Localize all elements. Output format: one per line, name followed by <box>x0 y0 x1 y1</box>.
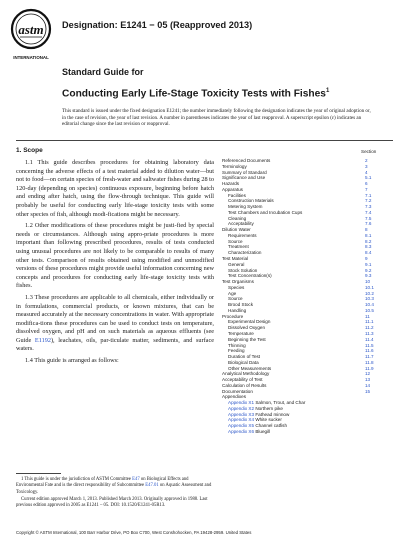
paragraph-1-3-text: 1.3 These procedures are applicable to all chemicals, either individually or in formulations, commercial products, or known mixtures, that can be measured accurately at the necessary concentrations in water. With appropriate modifica-tions these procedures can be used to conduct tests on temperature, dissolved oxygen, and pH and on such materials as aqueous effluents (see Guide <box>16 293 214 344</box>
toc-section-link[interactable]: 7.3 <box>365 204 372 210</box>
toc-entry-title: Temperature <box>228 330 254 336</box>
toc-section-link[interactable]: 9.1 <box>365 261 372 267</box>
toc-section-link[interactable]: 11 <box>365 313 370 319</box>
astm-logo <box>8 7 54 69</box>
designation: Designation: E1241 − 05 (Reapproved 2013) <box>62 20 253 30</box>
toc-appendix-link[interactable]: Appendix X1 <box>228 400 255 406</box>
toc-entry-title: Source <box>228 296 243 302</box>
toc-entry-title: Test Chambers and Incubation Cups <box>228 209 303 215</box>
toc-appendix-title: White sucker <box>255 417 282 423</box>
toc-section-link[interactable]: 10.2 <box>365 290 374 296</box>
footnote-text-b: on Biological Effects and Environmental Fate and is the direct responsibility of Subcommittee <box>16 477 189 489</box>
toc-entry-title: Treatment <box>228 244 249 250</box>
toc-entry-title: Terminology <box>222 163 247 169</box>
toc-section-link[interactable]: 11.4 <box>365 336 374 342</box>
toc-appendix-title: Fathead minnow <box>255 411 290 417</box>
toc-entry-title: Referenced Documents <box>222 158 271 163</box>
toc-entry-title: Test Organisms <box>222 279 254 285</box>
toc-entry-title: Significance and Use <box>222 175 266 181</box>
footnote-text-a: 1 This guide is under the jurisdiction of ASTM Committee <box>21 477 133 482</box>
toc-section-link[interactable]: 9.3 <box>365 273 372 279</box>
header-rule <box>16 140 393 141</box>
toc-section-link[interactable]: 2 <box>365 158 368 163</box>
toc-section-link[interactable]: 12 <box>365 371 371 377</box>
toc-entry-title: Summary of Standard <box>222 169 267 175</box>
toc-entry-title: Documentation <box>222 388 253 394</box>
toc-section-link[interactable]: 3 <box>365 163 368 169</box>
toc-entry-title: Facilities <box>228 192 246 198</box>
toc-entry-title: Apparatus <box>222 186 243 192</box>
toc-section-link[interactable]: 11.9 <box>365 365 374 371</box>
toc-entry-title: Dilution Water <box>222 227 251 233</box>
guide-e1192-link[interactable]: E1192 <box>34 336 51 344</box>
scope-heading: 1. Scope <box>16 147 43 154</box>
toc-entry-title: Calculation of Results <box>222 382 267 388</box>
footnote <box>16 477 212 510</box>
toc-entry-title: Source <box>228 238 243 244</box>
toc-section-link[interactable]: 11.8 <box>365 359 374 365</box>
toc-entry-title: Acceptability of Test <box>222 377 263 383</box>
toc-section-link[interactable]: 4 <box>365 169 368 175</box>
svg-text:astm: astm <box>18 22 44 37</box>
toc-entry-title: Thinning <box>228 342 246 348</box>
toc-entry-title: Cleaning <box>228 215 247 221</box>
toc-section-link[interactable]: 7.2 <box>365 198 372 204</box>
toc-entry-title: Feeding <box>228 348 245 354</box>
toc-entry-title <box>228 429 270 435</box>
toc-appendix-link[interactable]: Appendix X2 <box>228 405 255 411</box>
toc-section-link[interactable]: 8 <box>365 227 368 233</box>
toc-section-link[interactable]: 8.3 <box>365 244 372 250</box>
footnote-edition: Current edition approved March 1, 2013. Published March 2013. Originally approved in 1988. Last previous edition approved in 2005 as E1241 – 05. DOI: 10.1520/E1241-05R13. <box>16 496 208 509</box>
table-of-contents <box>222 158 402 435</box>
toc-section-link[interactable]: 10.3 <box>365 296 374 302</box>
toc-appendix-title: Bluegill <box>255 428 271 434</box>
title-text: Conducting Early Life-Stage Toxicity Tests with Fishes <box>62 88 326 100</box>
document-type: Standard Guide for <box>62 67 144 77</box>
toc-section-link[interactable]: 10 <box>365 279 371 285</box>
toc-appendix-title: Salmon, Trout, and Char <box>255 400 306 406</box>
toc-section-link[interactable]: 10.4 <box>365 302 374 308</box>
copyright-footer: Copyright © ASTM International, 100 Barr Harbor Drive, PO Box C700, West Conshohocken, PA 19428-2959. United States <box>16 530 252 535</box>
toc-appendix-title: Channel catfish <box>255 423 288 429</box>
toc-section-heading: Section <box>361 149 377 154</box>
toc-section-link[interactable]: 8.4 <box>365 250 372 256</box>
toc-entry-title: Biological Data <box>228 359 259 365</box>
paragraph-1-2: 1.2 Other modifications of these procedures might be justi-fied by special needs or circumstances. Although using appro-priate procedures is more important than following prescribed procedures, results of tests conducted using unusual procedures are not likely to be comparable to results of many other tests. Comparison of results obtained using modified and unmodified versions of these procedures might provide useful information concerning new concepts and procedures for conducting early life-stage toxicity tests with fishes. <box>16 222 214 290</box>
toc-entry-title: Metering System <box>228 204 263 210</box>
toc-section-link[interactable]: 11.3 <box>365 330 374 336</box>
svg-text:INTERNATIONAL: INTERNATIONAL <box>13 55 49 60</box>
toc-section-link[interactable]: 13 <box>365 377 371 383</box>
toc-section-link[interactable]: 9 <box>365 256 368 262</box>
toc-section-link[interactable]: 8.1 <box>365 232 372 238</box>
toc-entry-title: Requirements <box>228 232 257 238</box>
toc-section-link[interactable]: 7 <box>365 186 368 192</box>
footnote-text-c: on Aquatic Assessment and Toxicology. <box>16 483 212 495</box>
toc-section-link[interactable]: 7.6 <box>365 221 372 227</box>
toc-entry-title: Age <box>228 290 237 296</box>
toc-entry-title: Test Concentration(s) <box>228 273 272 279</box>
toc-entry-title: Procedure <box>222 313 244 319</box>
toc-appendix-link[interactable]: Appendix X3 <box>228 411 255 417</box>
toc-section-link[interactable]: 8.2 <box>365 238 372 244</box>
toc-section-link[interactable]: 11.7 <box>365 354 374 360</box>
toc-entry-title: Hazards <box>222 181 240 187</box>
paragraph-1-1: 1.1 This guide describes procedures for obtaining laboratory data concerning the adverse effects of a test material added to dilution water—but not to food—on certain species of fresh-water and saltwater fishes during 28 to 120-day (depending on species) continuous exposure, beginning before hatch and ending after hatch, using the flow-through technique. This guide will probably be useful for conducting early life-stage toxicity tests with some other species of fish, although modi-fications might be necessary. <box>16 159 214 218</box>
toc-entry-title: Experimental Design <box>228 319 271 325</box>
toc-entry-title: Test Material <box>222 256 249 262</box>
toc-section-link[interactable]: 11.6 <box>365 348 374 354</box>
toc-appendix-link[interactable]: Appendix X4 <box>228 417 255 423</box>
document-title <box>62 88 329 99</box>
toc-section-link[interactable]: 11.2 <box>365 325 374 331</box>
issue-note: This standard is issued under the fixed designation E1241; the number immediately following the designation indicates the year of original adoption or, in the case of revision, the year of last revision. A number in parentheses indicates the year of last reapproval. A superscript epsilon (ε) indicates an editorial change since the last revision or reapproval. <box>62 108 371 127</box>
footnote-jurisdiction <box>16 477 212 496</box>
toc-entry-title: Dissolved Oxygen <box>228 325 266 331</box>
toc-entry-title: Brood Stock <box>228 302 254 308</box>
toc-entry-title: Characterization <box>228 250 262 256</box>
toc-section-link[interactable]: 7.4 <box>365 209 372 215</box>
scope-body <box>16 159 214 369</box>
toc-entry-title: Beginning the Test <box>228 336 266 342</box>
toc-section-link[interactable]: 5.1 <box>365 175 372 181</box>
paragraph-1-4: 1.4 This guide is arranged as follows: <box>25 357 119 365</box>
toc-section-link[interactable]: 7.1 <box>365 192 372 198</box>
toc-section-link[interactable]: 6 <box>365 181 368 187</box>
toc-entry-title: Species <box>228 284 245 290</box>
toc-entry-title: Analytical Methodology <box>222 371 270 377</box>
toc-entry-title: Duration of Test <box>228 354 261 360</box>
toc-section-link[interactable]: 7.5 <box>365 215 372 221</box>
toc-section-link[interactable]: 11.1 <box>365 319 374 325</box>
toc-entry-title: Construction Materials <box>228 198 274 204</box>
toc-entry-title: Acceptability <box>228 221 254 227</box>
title-footnote-ref[interactable]: 1 <box>325 88 330 94</box>
toc-entry-title: Handling <box>228 307 247 313</box>
toc-section-link[interactable]: 9.2 <box>365 267 372 273</box>
toc-entry-title: Other Measurements <box>228 365 272 371</box>
toc-row[interactable] <box>222 429 402 435</box>
committee-e47-link[interactable]: E47 <box>132 477 140 482</box>
paragraph-1-3-text-end: ), leachates, oils, par-ticulate matter, sediments, and surface waters. <box>16 336 215 353</box>
toc-entry-title: Appendixes <box>222 394 247 400</box>
subcommittee-e47-01-link[interactable]: E47.01 <box>145 483 159 489</box>
toc-appendix-link[interactable]: Appendix X6 <box>228 428 255 434</box>
toc-section-link[interactable]: 15 <box>365 388 371 394</box>
toc-section-link[interactable]: 14 <box>365 382 371 388</box>
toc-entry-title: General <box>228 261 245 267</box>
toc-section-link[interactable]: 10.5 <box>365 307 374 313</box>
toc-appendix-link[interactable]: Appendix X5 <box>228 423 255 429</box>
paragraph-1-3 <box>16 294 214 354</box>
toc-appendix-title: Northern pike <box>255 405 283 411</box>
footnote-rule <box>16 473 61 474</box>
toc-section-link[interactable]: 11.5 <box>365 342 374 348</box>
toc-section-link[interactable]: 10.1 <box>365 284 374 290</box>
toc-entry-title: Stock Solution <box>228 267 258 273</box>
